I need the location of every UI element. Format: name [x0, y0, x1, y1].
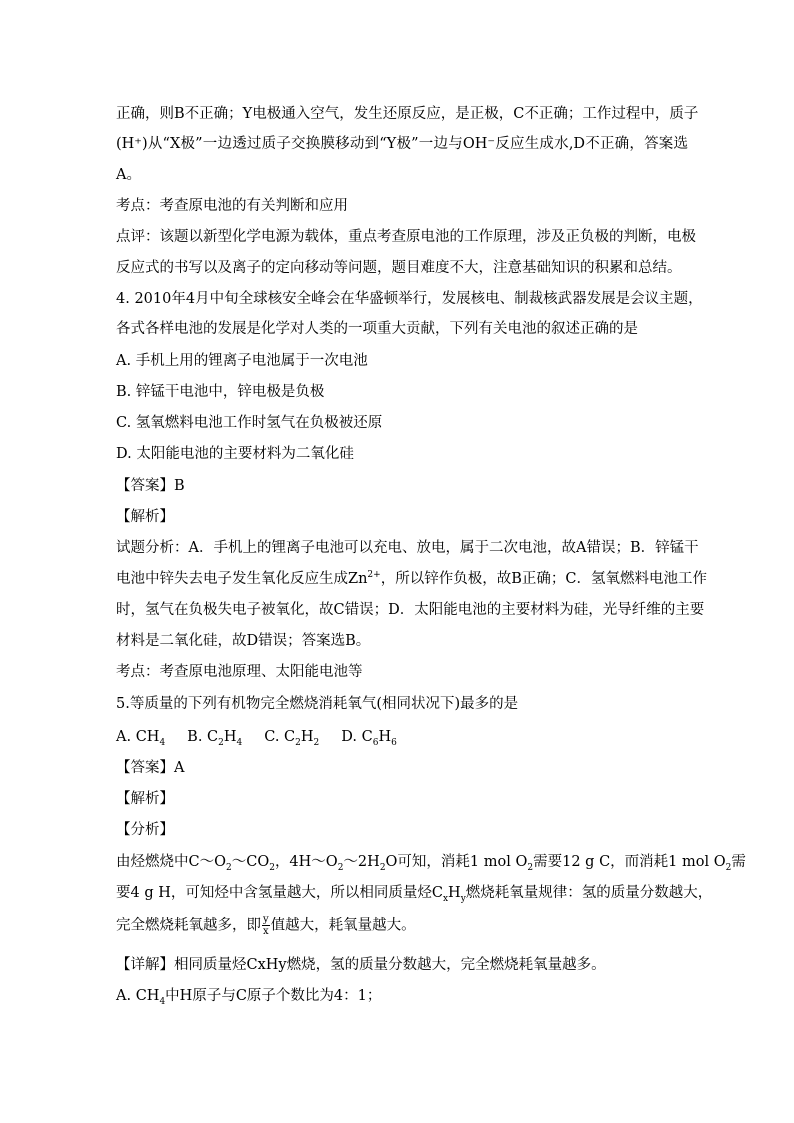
subscript: 6 [372, 737, 379, 748]
fx-text: 值越大，耗氧量越大。 [270, 917, 416, 934]
fx-text: ～2H [343, 854, 380, 870]
q5-options [116, 728, 688, 746]
q4-analysis-line-2-a: 电池中锌失去电子发生氧化反应生成Zn [116, 571, 368, 587]
q5-fenxi-line-1 [116, 853, 746, 873]
q5-option-b-h: H [223, 729, 237, 745]
subscript: 2 [225, 862, 232, 873]
subscript: 2 [218, 737, 224, 748]
subscript: 4 [159, 737, 166, 748]
q5-option-d [341, 729, 397, 748]
q4-option-a: A. 手机上用的锂离子电池属于一次电池 [116, 353, 368, 369]
q4-option-b: B. 锌锰干电池中，锌电极是负极 [116, 384, 325, 400]
q3-kaodian: 考点：考查原电池的有关判断和应用 [116, 198, 348, 214]
q3-explanation-line-3: A。 [116, 167, 141, 183]
fx-text: 需要12 g C，而消耗1 mol O [533, 854, 726, 870]
q4-stem-line-1: 4. 2010年4月中旬全球核安全峰会在华盛顿举行，发展核电、制裁核武器发展是会议主题， [116, 291, 703, 307]
q3-explanation-line-2: (H⁺)从“X极”一边透过质子交换膜移动到“Y极”一边与OH⁻反应生成水,D不正确，答案选 [116, 136, 688, 152]
q4-analysis-line-2-b: ，所以锌作负极，故B正确；C．氢氧燃料电池工作 [380, 571, 707, 587]
q4-answer: 【答案】B [116, 478, 185, 494]
q5-analysis-tag: 【解析】 [116, 791, 174, 807]
subscript: 2 [379, 862, 386, 873]
q5-option-c [264, 729, 320, 748]
fraction-denominator: x [263, 926, 269, 937]
q3-dianping-line-1: 点评：该题以新型化学电源为载体，重点考查原电池的工作原理，涉及正负极的判断，电极 [116, 229, 696, 245]
q5-fenxi-line-3 [116, 914, 688, 937]
q5-option-d-h: H [378, 729, 392, 745]
detail-text: A. CH [116, 988, 160, 1004]
zinc-ion-charge: 2+ [367, 570, 381, 581]
fx-text: 燃烧耗氧量规律：氢的质量分数越大， [465, 885, 713, 901]
q5-fenxi-line-2 [116, 884, 713, 904]
fx-text: 由烃燃烧中C～O [116, 854, 226, 870]
subscript: 2 [313, 737, 320, 748]
subscript: 2 [295, 737, 301, 748]
q5-option-d-text: D. C [341, 729, 373, 745]
detail-text: 中H原子与C原子个数比为4：1； [165, 988, 382, 1004]
fx-text: 需 [731, 854, 746, 870]
q5-option-c-text: C. C [264, 729, 296, 745]
q5-option-b-text: B. C [187, 729, 219, 745]
fx-text: 要4 g H，可知烃中含氢量越大，所以相同质量烃C [116, 885, 443, 901]
fraction-numerator: y [263, 914, 269, 925]
q3-dianping-line-2: 反应式的书写以及离子的定向移动等问题，题目难度不大，注意基础知识的积累和总结。 [116, 260, 682, 276]
q5-detail: 【详解】相同质量烃CxHy燃烧，氢的质量分数越大，完全燃烧耗氧量越多。 [116, 957, 606, 973]
fx-text: ，4H～O [274, 854, 338, 870]
q5-option-a-analysis [116, 987, 688, 1005]
q5-stem: 5.等质量的下列有机物完全燃烧消耗氧气(相同状况下)最多的是 [116, 696, 519, 712]
q4-stem-line-2: 各式各样电池的发展是化学对人类的一项重大贡献，下列有关电池的叙述正确的是 [116, 321, 638, 337]
fx-text: ～CO [231, 854, 270, 870]
subscript: 4 [159, 996, 166, 1007]
q5-option-b [187, 729, 243, 748]
subscript: 2 [269, 862, 275, 873]
subscript: 6 [391, 737, 397, 748]
q4-analysis-line-3: 时，氢气在负极失电子被氧化，故C错误；D．太阳能电池的主要材料为硅，光导纤维的主要 [116, 602, 705, 618]
q4-kaodian: 考点：考查原电池原理、太阳能电池等 [116, 664, 363, 680]
q5-fenxi-tag: 【分析】 [116, 822, 174, 838]
q4-option-d: D. 太阳能电池的主要材料为二氧化硅 [116, 446, 354, 462]
q5-option-a [116, 729, 166, 748]
fx-text: O可知，消耗1 mol O [385, 854, 528, 870]
subscript: 2 [725, 862, 732, 873]
q4-analysis-line-4: 材料是二氧化硅，故D错误；答案选B。 [116, 633, 371, 649]
q4-analysis-tag: 【解析】 [116, 509, 174, 525]
subscript: x [442, 893, 449, 904]
fx-text: 完全燃烧耗氧越多，即 [116, 917, 261, 934]
subscript: 4 [236, 737, 243, 748]
subscript: 2 [527, 862, 534, 873]
q3-explanation-line-1: 正确，则B不正确；Y电极通入空气，发生还原反应，是正极，C不正确；工作过程中，质子 [116, 106, 699, 122]
q5-option-c-h: H [300, 729, 314, 745]
q4-analysis-line-2 [116, 570, 707, 588]
q5-option-a-text: A. CH [116, 729, 160, 745]
subscript: y [460, 893, 466, 904]
y-over-x-fraction [262, 914, 270, 937]
fx-text: H [448, 885, 461, 901]
subscript: 2 [337, 862, 344, 873]
q4-analysis-line-1: 试题分析：A．手机上的锂离子电池可以充电、放电，属于二次电池，故A错误；B．锌锰干 [116, 540, 699, 556]
q5-answer: 【答案】A [116, 760, 185, 776]
q4-option-c: C. 氢氧燃料电池工作时氢气在负极被还原 [116, 415, 383, 431]
